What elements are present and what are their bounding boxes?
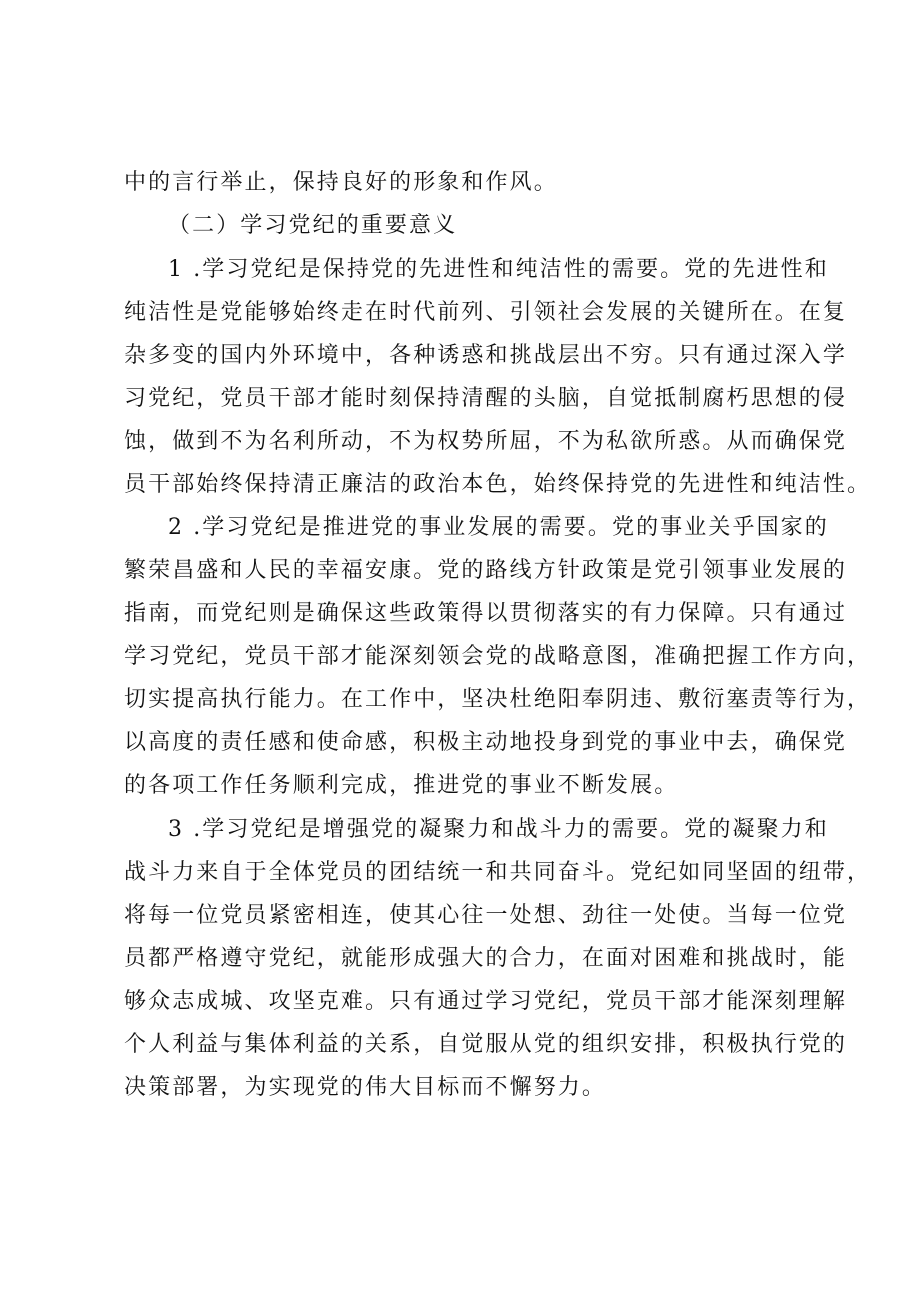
paragraph-line: 1 .学习党纪是保持党的先进性和纯洁性的需要。党的先进性和 [168, 257, 829, 282]
paragraph-line: 决策部署，为实现党的伟大目标而不懈努力。 [124, 1075, 607, 1100]
section-heading: （二）学习党纪的重要意义 [168, 213, 458, 238]
paragraph-line: 2 .学习党纪是推进党的事业发展的需要。党的事业关乎国家的 [168, 515, 829, 540]
paragraph-line: 指南，而党纪则是确保这些政策得以贯彻落实的有力保障。只有通过 [124, 601, 848, 626]
paragraph-line: 杂多变的国内外环境中，各种诱惑和挑战层出不穷。只有通过深入学 [124, 343, 848, 368]
paragraph-line: 将每一位党员紧密相连，使其心往一处想、劲往一处使。当每一位党 [124, 903, 848, 928]
paragraph-line: 习党纪，党员干部才能时刻保持清醒的头脑，自觉抵制腐朽思想的侵 [124, 386, 848, 411]
paragraph-line: 的各项工作任务顺利完成，推进党的事业不断发展。 [124, 773, 679, 798]
continuation-line: 中的言行举止，保持良好的形象和作风。 [124, 170, 558, 195]
paragraph-line: 切实提高执行能力。在工作中，坚决杜绝阳奉阴违、敷衍塞责等行为， [124, 687, 872, 712]
paragraph-line: 个人利益与集体利益的关系，自觉服从党的组织安排，积极执行党的 [124, 1032, 848, 1057]
paragraph-line: 学习党纪，党员干部才能深刻领会党的战略意图，准确把握工作方向， [124, 644, 872, 669]
paragraph-line: 3 .学习党纪是增强党的凝聚力和战斗力的需要。党的凝聚力和 [168, 817, 829, 842]
paragraph-line: 蚀，做到不为名利所动，不为权势所屈，不为私欲所惑。从而确保党 [124, 429, 848, 454]
paragraph-line: 员都严格遵守党纪，就能形成强大的合力，在面对困难和挑战时，能 [124, 946, 848, 971]
paragraph-line: 以高度的责任感和使命感，积极主动地投身到党的事业中去，确保党 [124, 730, 848, 755]
paragraph-line: 战斗力来自于全体党员的团结统一和共同奋斗。党纪如同坚固的纽带， [124, 860, 872, 885]
paragraph-line: 繁荣昌盛和人民的幸福安康。党的路线方针政策是党引领事业发展的 [124, 558, 848, 583]
paragraph-line: 够众志成城、攻坚克难。只有通过学习党纪，党员干部才能深刻理解 [124, 989, 848, 1014]
paragraph-line: 员干部始终保持清正廉洁的政治本色，始终保持党的先进性和纯洁性。 [124, 472, 872, 497]
paragraph-line: 纯洁性是党能够始终走在时代前列、引领社会发展的关键所在。在复 [124, 300, 848, 325]
